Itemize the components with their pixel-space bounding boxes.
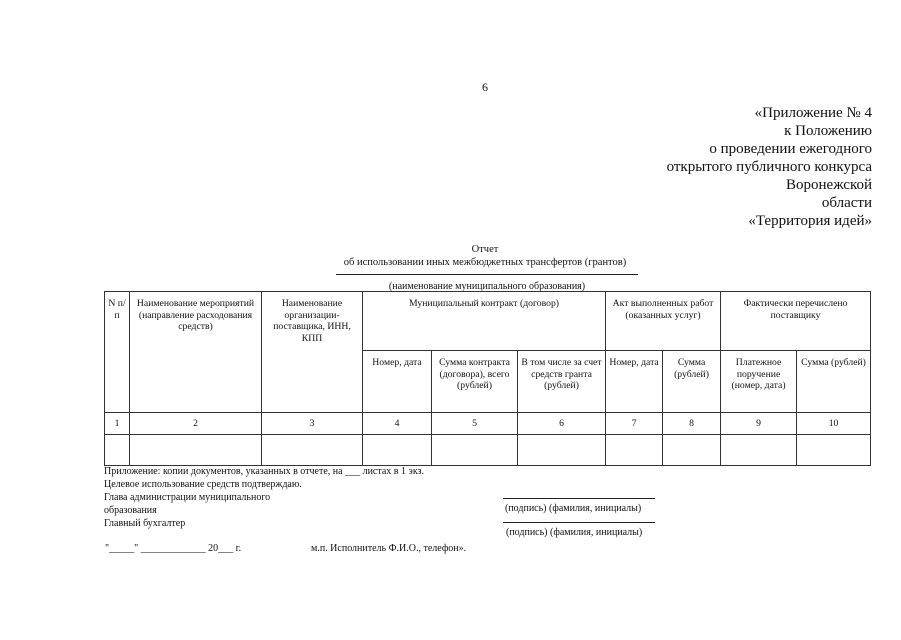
column-number: 3 [262, 413, 363, 435]
report-table [104, 291, 871, 466]
municipality-caption: (наименование муниципального образования) [388, 281, 586, 292]
appendix-line: Воронежской [786, 177, 872, 193]
appendix-header [667, 104, 872, 230]
header-group-contract: Муниципальный контракт (договор) [363, 292, 606, 351]
table-cell [363, 435, 432, 466]
date-line: "_____" _____________ 20___ г. [105, 543, 242, 554]
header-cell-no: N п/п [105, 292, 130, 413]
table-cell [262, 435, 363, 466]
header-contract-grant-sum: В том числе за счет средств гранта (рублей) [518, 351, 606, 413]
table-cell [663, 435, 721, 466]
page-number: 6 [482, 80, 488, 94]
appendix-line: области [821, 195, 872, 211]
column-number-row [105, 413, 871, 435]
appendix-line: к Положению [784, 123, 872, 139]
attachment-note: Приложение: копии документов, указанных в отчете, на ___ листах в 1 экз. [104, 466, 424, 477]
table-cell [518, 435, 606, 466]
header-act-sum: Сумма (рублей) [663, 351, 721, 413]
signature-caption-head: (подпись) (фамилия, инициалы) [505, 503, 642, 514]
column-number: 1 [105, 413, 130, 435]
signature-line-head [503, 498, 655, 499]
table-row [105, 435, 871, 466]
head-title-line2: образования [104, 505, 157, 516]
column-number: 5 [432, 413, 518, 435]
header-paid-sum: Сумма (рублей) [797, 351, 871, 413]
header-act-number-date: Номер, дата [606, 351, 663, 413]
signature-line-accountant [503, 522, 655, 523]
appendix-line: «Территория идей» [748, 213, 872, 229]
chief-accountant-label: Главный бухгалтер [104, 518, 186, 529]
appendix-line: о проведении ежегодного [709, 141, 872, 157]
header-payment-order: Платежное поручение (номер, дата) [721, 351, 797, 413]
column-number: 8 [663, 413, 721, 435]
municipality-fill-line [336, 274, 638, 275]
table-cell [432, 435, 518, 466]
column-number: 6 [518, 413, 606, 435]
signature-caption-accountant: (подпись) (фамилия, инициалы) [506, 527, 643, 538]
header-cell-event: Наименование мероприятий (направление расходования средств) [130, 292, 262, 413]
header-contract-sum: Сумма контракта (договора), всего (рублей) [432, 351, 518, 413]
header-group-act: Акт выполненных работ (оказанных услуг) [606, 292, 721, 351]
report-heading [0, 243, 901, 269]
header-contract-number-date: Номер, дата [363, 351, 432, 413]
head-title-line1: Глава администрации муниципального [104, 492, 271, 503]
table-cell [130, 435, 262, 466]
column-number: 2 [130, 413, 262, 435]
table-cell [721, 435, 797, 466]
table-cell [105, 435, 130, 466]
header-cell-organization: Наименование организации-поставщика, ИНН, КПП [262, 292, 363, 413]
confirmation-note: Целевое использование средств подтверждаю. [104, 479, 302, 490]
table-cell [797, 435, 871, 466]
column-number: 10 [797, 413, 871, 435]
report-subtitle: об использовании иных межбюджетных трансфертов (грантов) [343, 257, 627, 268]
column-number: 9 [721, 413, 797, 435]
column-number: 4 [363, 413, 432, 435]
appendix-line: «Приложение № 4 [754, 105, 872, 121]
column-number: 7 [606, 413, 663, 435]
header-group-paid: Фактически перечислено поставщику [721, 292, 871, 351]
report-title: Отчет [471, 244, 499, 255]
table-cell [606, 435, 663, 466]
stamp-executor-line: м.п. Исполнитель Ф.И.О., телефон». [311, 543, 467, 554]
appendix-line: открытого публичного конкурса [666, 159, 872, 175]
